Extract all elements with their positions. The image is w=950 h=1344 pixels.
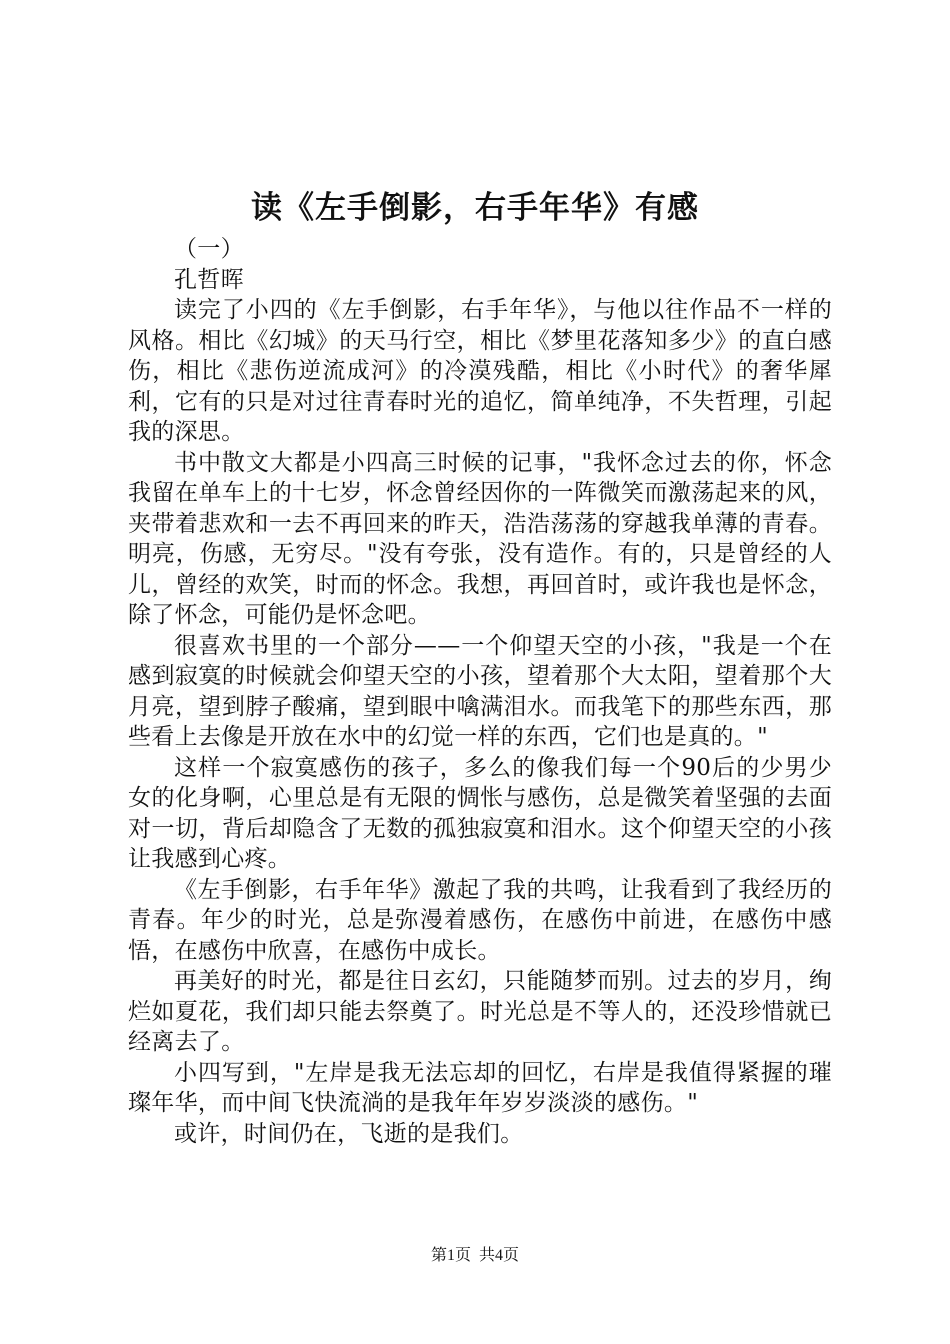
document-title: 读《左手倒影，右手年华》有感	[251, 190, 699, 226]
paragraph-6: 再美好的时光，都是往日玄幻，只能随梦而别。过去的岁月，绚烂如夏花，我们却只能去祭奠了。时光总是不等人的，还没珍惜就已经离去了。	[128, 968, 832, 1055]
page-footer	[0, 1244, 950, 1268]
document-body	[128, 234, 832, 1149]
paragraph-4: 这样一个寂寞感伤的孩子，多么的像我们每一个90后的少男少女的化身啊，心里总是有无限的惆怅与感伤，总是微笑着坚强的去面对一切，背后却隐含了无数的孤独寂寞和泪水。这个仰望天空的小孩让我感到心疼。	[128, 754, 832, 872]
paragraph-8: 或许，时间仍在，飞逝的是我们。	[174, 1120, 524, 1147]
author-name: 孔哲晖	[174, 266, 244, 293]
paragraph-1: 读完了小四的《左手倒影，右手年华》，与他以往作品不一样的风格。相比《幻城》的天马行空，相比《梦里花落知多少》的直白感伤，相比《悲伤逆流成河》的冷漠残酷，相比《小时代》的奢华犀利，它有的只是对过往青春时光的追忆，简单纯净，不失哲理，引起我的深思。	[128, 297, 832, 445]
section-number: （一）	[174, 236, 244, 262]
page-number: 第1页	[430, 1247, 471, 1264]
paragraph-2: 书中散文大都是小四高三时候的记事，"我怀念过去的你，怀念我留在单车上的十七岁，怀念曾经因你的一阵微笑而激荡起来的风，夹带着悲欢和一去不再回来的昨天，浩浩荡荡的穿越我单薄的青春。明亮，伤感，无穷尽。"没有夸张，没有造作。有的，只是曾经的人儿，曾经的欢笑，时而的怀念。我想，再回首时，或许我也是怀念，除了怀念，可能仍是怀念吧。	[128, 449, 832, 628]
page-total: 共4页	[479, 1247, 520, 1264]
paragraph-5: 《左手倒影，右手年华》激起了我的共鸣，让我看到了我经历的青春。年少的时光，总是弥漫着感伤，在感伤中前进，在感伤中感悟，在感伤中欣喜，在感伤中成长。	[128, 876, 832, 964]
paragraph-7: 小四写到，"左岸是我无法忘却的回忆，右岸是我值得紧握的璀璨年华，而中间飞快流淌的是我年年岁岁淡淡的感伤。"	[128, 1059, 832, 1116]
paragraph-3: 很喜欢书里的一个部分——一个仰望天空的小孩，"我是一个在感到寂寞的时候就会仰望天空的小孩，望着那个大太阳，望着那个大月亮，望到脖子酸痛，望到眼中噙满泪水。而我笔下的那些东西，那些看上去像是开放在水中的幻觉一样的东西，它们也是真的。"	[128, 632, 832, 750]
